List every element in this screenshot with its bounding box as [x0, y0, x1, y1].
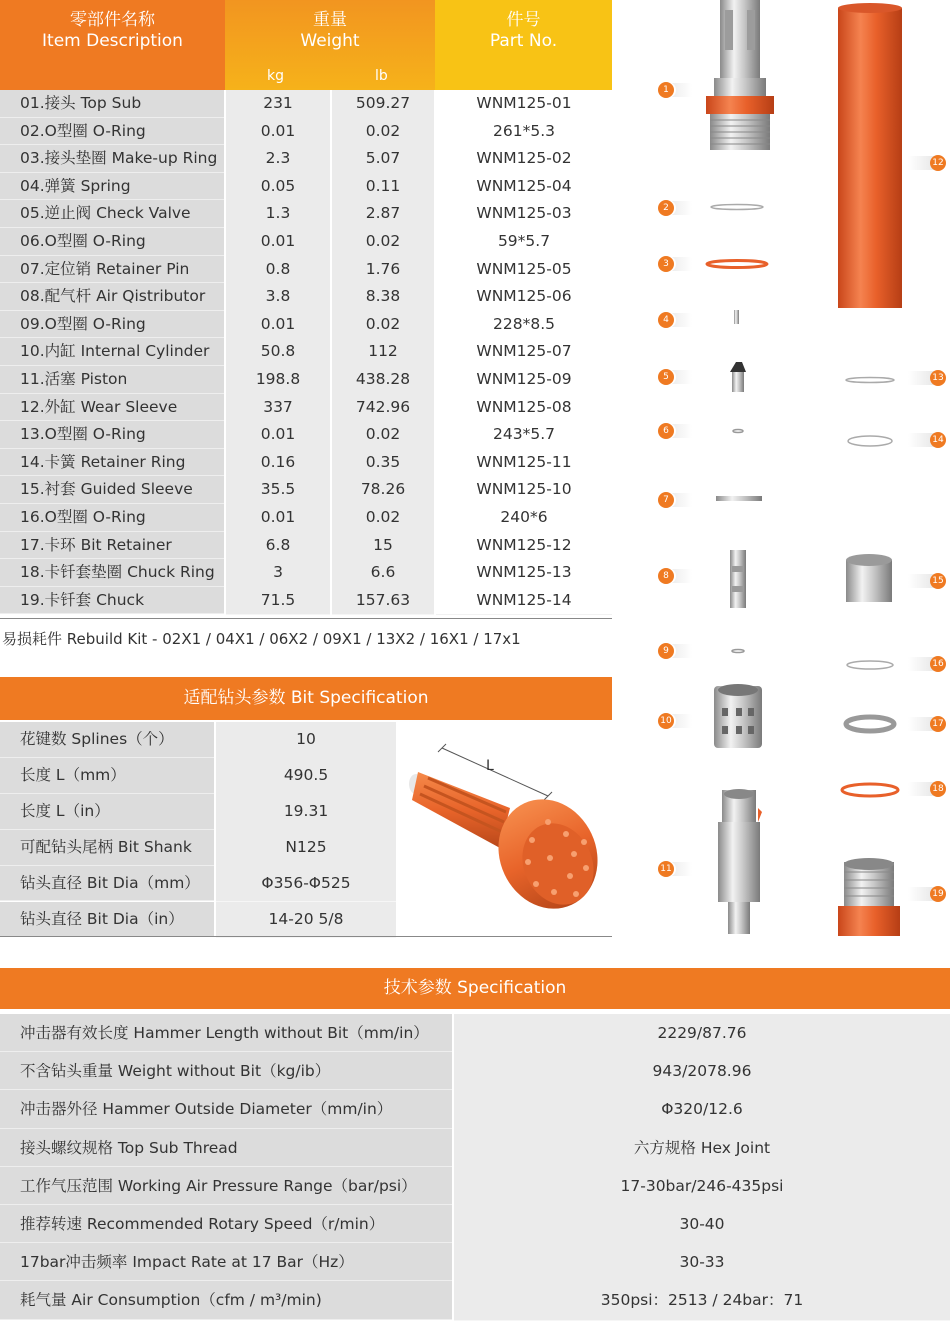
- weight-kg-cell: 71.5: [226, 587, 330, 616]
- parts-rows: [0, 90, 612, 614]
- weight-kg-cell: 231: [226, 90, 330, 119]
- weight-lb-cell: 509.27: [332, 90, 434, 119]
- item-description-cell: 15.衬套 Guided Sleeve: [0, 476, 224, 504]
- part-guided-sleeve: [846, 554, 892, 602]
- table-row: [0, 587, 612, 615]
- item-description-cell: 09.O型圈 O-Ring: [0, 311, 224, 339]
- part-make-up-ring: [707, 261, 767, 268]
- table-row: [0, 283, 612, 311]
- table-row: [0, 90, 612, 118]
- weight-kg-cell: 1.3: [226, 200, 330, 229]
- weight-kg-cell: 0.01: [226, 421, 330, 450]
- tech-spec-label: 冲击器有效长度 Hammer Length without Bit（mm/in）: [0, 1014, 452, 1052]
- bit-spec-title: 适配钻头参数 Bit Specification: [0, 677, 612, 720]
- callout-number: 2: [658, 200, 674, 216]
- rebuild-kit-text: 易损耗件 Rebuild Kit - 02X1 / 04X1 / 06X2 / 09X1 / 13X2 / 16X1 / 17x1: [2, 630, 521, 648]
- header-desc-en: Item Description: [42, 31, 183, 51]
- weight-kg-cell: 6.8: [226, 532, 330, 561]
- weight-lb-cell: 742.96: [332, 394, 434, 423]
- header-unit-kg: kg: [267, 68, 284, 84]
- callout-number: 13: [930, 370, 946, 386]
- tech-spec-value: 17-30bar/246-435psi: [454, 1167, 950, 1206]
- tech-spec-row: [0, 1243, 950, 1281]
- table-row: [0, 421, 612, 449]
- weight-lb-cell: 6.6: [332, 559, 434, 588]
- part-number-cell: WNM125-07: [436, 338, 612, 367]
- weight-kg-cell: 0.16: [226, 449, 330, 478]
- table-row: [0, 228, 612, 256]
- bit-spec-label: 可配钻头尾柄 Bit Shank: [0, 830, 214, 866]
- bit-spec-value: 14-20 5/8: [216, 902, 396, 939]
- callout-number: 10: [658, 713, 674, 729]
- part-number-cell: 240*6: [436, 504, 612, 533]
- part-number-cell: WNM125-10: [436, 476, 612, 505]
- part-top-sub: [706, 0, 774, 150]
- weight-lb-cell: 0.02: [332, 228, 434, 257]
- part-air-distributor: [730, 550, 746, 608]
- weight-kg-cell: 198.8: [226, 366, 330, 395]
- bit-spec-value: 490.5: [216, 758, 396, 795]
- divider: [0, 936, 612, 937]
- item-description-cell: 12.外缸 Wear Sleeve: [0, 394, 224, 422]
- table-row: [0, 338, 612, 366]
- weight-kg-cell: 2.3: [226, 145, 330, 174]
- part-number-cell: WNM125-11: [436, 449, 612, 478]
- weight-kg-cell: 0.05: [226, 173, 330, 202]
- header-desc-cn: 零部件名称: [70, 10, 155, 30]
- weight-kg-cell: 337: [226, 394, 330, 423]
- tech-spec-label: 工作气压范围 Working Air Pressure Range（bar/psi）: [0, 1167, 452, 1205]
- tech-spec-value: 2229/87.76: [454, 1014, 950, 1053]
- callout-number: 4: [658, 312, 674, 328]
- tech-spec-row: [0, 1090, 950, 1128]
- drill-bit-image: [398, 722, 610, 934]
- callout-number: 5: [658, 369, 674, 385]
- tech-spec-row: [0, 1205, 950, 1243]
- part-number-cell: 243*5.7: [436, 421, 612, 450]
- weight-kg-cell: 0.01: [226, 311, 330, 340]
- table-row: [0, 118, 612, 146]
- item-description-cell: 06.O型圈 O-Ring: [0, 228, 224, 256]
- weight-lb-cell: 438.28: [332, 366, 434, 395]
- table-row: [0, 504, 612, 532]
- item-description-cell: 18.卡钎套垫圈 Chuck Ring: [0, 559, 224, 587]
- weight-lb-cell: 0.02: [332, 311, 434, 340]
- item-description-cell: 07.定位销 Retainer Pin: [0, 256, 224, 284]
- callout-number: 8: [658, 568, 674, 584]
- table-row: [0, 145, 612, 173]
- weight-lb-cell: 112: [332, 338, 434, 367]
- item-description-cell: 19.卡钎套 Chuck: [0, 587, 224, 615]
- part-o-ring: [847, 661, 893, 669]
- part-number-cell: 261*5.3: [436, 118, 612, 147]
- weight-lb-cell: 2.87: [332, 200, 434, 229]
- weight-lb-cell: 5.07: [332, 145, 434, 174]
- tech-spec-row: [0, 1167, 950, 1205]
- part-piston: [718, 789, 762, 934]
- part-o-ring: [732, 650, 744, 653]
- tech-spec-value: 30-33: [454, 1243, 950, 1282]
- part-chuck: [838, 858, 900, 936]
- bit-spec-label: 长度 L（in）: [0, 794, 214, 830]
- part-check-valve: [730, 362, 746, 392]
- part-spring: [734, 310, 739, 324]
- header-part-cn: 件号: [506, 10, 541, 30]
- item-description-cell: 04.弹簧 Spring: [0, 173, 224, 201]
- bit-spec-value: 19.31: [216, 794, 396, 831]
- tech-spec-label: 不含钻头重量 Weight without Bit（kg/ib）: [0, 1052, 452, 1090]
- weight-lb-cell: 15: [332, 532, 434, 561]
- table-row: [0, 476, 612, 504]
- bit-spec-value: N125: [216, 830, 396, 867]
- weight-kg-cell: 0.01: [226, 228, 330, 257]
- part-number-cell: WNM125-06: [436, 283, 612, 312]
- callout-number: 3: [658, 256, 674, 272]
- callout-number: 12: [930, 155, 946, 171]
- table-row: [0, 559, 612, 587]
- bit-length-label: L: [486, 758, 494, 774]
- item-description-cell: 17.卡环 Bit Retainer: [0, 532, 224, 560]
- weight-kg-cell: 0.01: [226, 118, 330, 147]
- table-row: [0, 532, 612, 560]
- table-row: [0, 173, 612, 201]
- tech-spec-row: [0, 1052, 950, 1090]
- header-item-description: [0, 0, 225, 90]
- bit-spec-value: 10: [216, 722, 396, 759]
- header-part-no: [435, 0, 612, 90]
- weight-kg-cell: 0.8: [226, 256, 330, 285]
- part-o-ring: [846, 378, 894, 383]
- part-number-cell: WNM125-13: [436, 559, 612, 588]
- weight-kg-cell: 3.8: [226, 283, 330, 312]
- weight-kg-cell: 35.5: [226, 476, 330, 505]
- callout-number: 15: [930, 573, 946, 589]
- part-o-ring: [733, 430, 743, 433]
- part-wear-sleeve: [838, 3, 902, 308]
- callout-number: 9: [658, 643, 674, 659]
- item-description-cell: 05.逆止阀 Check Valve: [0, 200, 224, 228]
- part-number-cell: WNM125-02: [436, 145, 612, 174]
- table-row: [0, 200, 612, 228]
- part-number-cell: WNM125-01: [436, 90, 612, 119]
- part-number-cell: WNM125-03: [436, 200, 612, 229]
- header-weight: [225, 0, 435, 90]
- table-row: [0, 449, 612, 477]
- tech-spec-title: 技术参数 Specification: [0, 968, 950, 1009]
- callout-number: 1: [658, 82, 674, 98]
- tech-spec-value: 30-40: [454, 1205, 950, 1244]
- part-number-cell: 228*8.5: [436, 311, 612, 340]
- weight-lb-cell: 157.63: [332, 587, 434, 616]
- tech-spec-value: 六方规格 Hex Joint: [454, 1129, 950, 1168]
- part-number-cell: WNM125-14: [436, 587, 612, 616]
- part-o-ring: [711, 205, 763, 210]
- callout-number: 7: [658, 492, 674, 508]
- part-bit-retainer: [846, 717, 894, 731]
- weight-lb-cell: 78.26: [332, 476, 434, 505]
- part-number-cell: 59*5.7: [436, 228, 612, 257]
- weight-kg-cell: 3: [226, 559, 330, 588]
- part-number-cell: WNM125-04: [436, 173, 612, 202]
- callout-number: 11: [658, 861, 674, 877]
- weight-lb-cell: 0.35: [332, 449, 434, 478]
- divider: [0, 618, 612, 619]
- header-weight-cn: 重量: [313, 10, 347, 30]
- part-number-cell: WNM125-09: [436, 366, 612, 395]
- weight-lb-cell: 0.02: [332, 421, 434, 450]
- part-retainer-pin: [716, 496, 762, 501]
- part-internal-cylinder: [714, 684, 762, 748]
- item-description-cell: 01.接头 Top Sub: [0, 90, 224, 118]
- tech-spec-row: [0, 1014, 950, 1052]
- header-unit-lb: lb: [375, 68, 388, 84]
- part-number-cell: WNM125-12: [436, 532, 612, 561]
- item-description-cell: 11.活塞 Piston: [0, 366, 224, 394]
- tech-spec-value: 943/2078.96: [454, 1052, 950, 1091]
- callout-number: 19: [930, 886, 946, 902]
- tech-spec-label: 17bar冲击频率 Impact Rate at 17 Bar（Hz）: [0, 1243, 452, 1281]
- tech-spec-row: [0, 1129, 950, 1167]
- part-retainer-ring: [848, 436, 892, 446]
- table-row: [0, 366, 612, 394]
- item-description-cell: 10.内缸 Internal Cylinder: [0, 338, 224, 366]
- bit-spec-value: Φ356-Φ525: [216, 866, 396, 903]
- bit-spec-label: 花键数 Splines（个）: [0, 722, 214, 758]
- item-description-cell: 14.卡簧 Retainer Ring: [0, 449, 224, 477]
- table-row: [0, 311, 612, 339]
- callout-number: 18: [930, 781, 946, 797]
- table-row: [0, 394, 612, 422]
- exploded-parts-illustration: [612, 0, 950, 960]
- part-chuck-ring: [842, 784, 898, 796]
- tech-spec-row: [0, 1281, 950, 1319]
- callout-number: 17: [930, 716, 946, 732]
- tech-spec-label: 推荐转速 Recommended Rotary Speed（r/min）: [0, 1205, 452, 1243]
- weight-lb-cell: 0.02: [332, 118, 434, 147]
- item-description-cell: 08.配气杆 Air Qistributor: [0, 283, 224, 311]
- item-description-cell: 13.O型圈 O-Ring: [0, 421, 224, 449]
- tech-spec-value: Φ320/12.6: [454, 1090, 950, 1129]
- tech-spec-label: 接头螺纹规格 Top Sub Thread: [0, 1129, 452, 1167]
- part-number-cell: WNM125-05: [436, 256, 612, 285]
- bit-spec-label: 钻头直径 Bit Dia（mm）: [0, 866, 214, 902]
- weight-lb-cell: 0.02: [332, 504, 434, 533]
- callout-number: 16: [930, 656, 946, 672]
- weight-lb-cell: 8.38: [332, 283, 434, 312]
- weight-kg-cell: 0.01: [226, 504, 330, 533]
- tech-spec-label: 冲击器外径 Hammer Outside Diameter（mm/in）: [0, 1090, 452, 1128]
- weight-kg-cell: 50.8: [226, 338, 330, 367]
- tech-spec-value: 350psi：2513 / 24bar：71: [454, 1281, 950, 1320]
- weight-lb-cell: 1.76: [332, 256, 434, 285]
- part-number-cell: WNM125-08: [436, 394, 612, 423]
- weight-lb-cell: 0.11: [332, 173, 434, 202]
- header-weight-en: Weight: [300, 31, 360, 51]
- callout-number: 14: [930, 432, 946, 448]
- bit-spec-label: 钻头直径 Bit Dia（in）: [0, 902, 214, 938]
- bit-spec-label: 长度 L（mm）: [0, 758, 214, 794]
- item-description-cell: 03.接头垫圈 Make-up Ring: [0, 145, 224, 173]
- header-part-en: Part No.: [489, 31, 558, 51]
- table-row: [0, 256, 612, 284]
- item-description-cell: 02.O型圈 O-Ring: [0, 118, 224, 146]
- tech-spec-label: 耗气量 Air Consumption（cfm / m³/min): [0, 1281, 452, 1319]
- callout-number: 6: [658, 423, 674, 439]
- item-description-cell: 16.O型圈 O-Ring: [0, 504, 224, 532]
